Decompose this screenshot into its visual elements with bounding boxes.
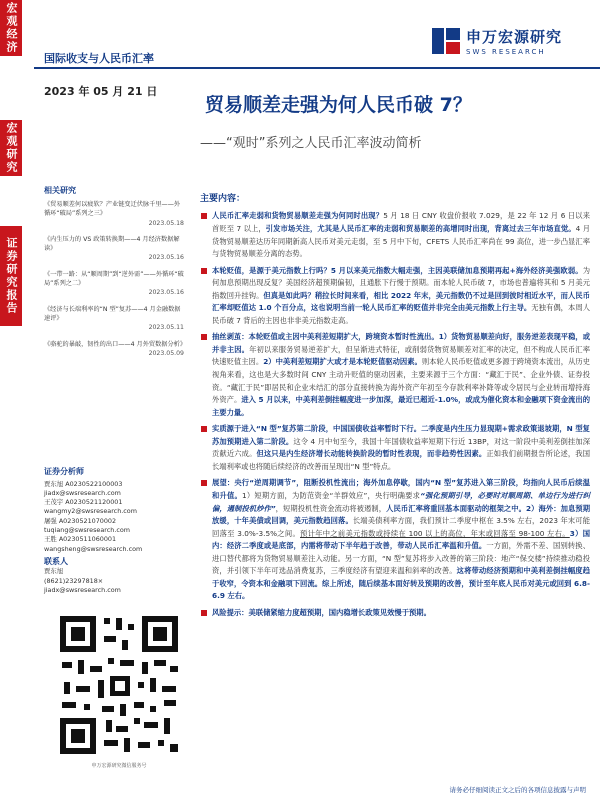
summary-paragraph: 展望：央行“逆周期调节”，阻断投机性流出；海外加息停歇，国内“N 型”复苏进入第三阶段，均指向人民币后续温和升值。1）短期方面，为防范资金“羊群效应”，央行明确要求“强化预期引导，必要时对顺周期、单边行为进行纠偏，遏制投机炒作”，短期投机性资金流动将被遏制，人民币汇率将重回基本面驱动的框架之中。2）海外：加息预期放缓，十年美债或回调，美元指数趋回落。长端美债利率方面，我们预计二季度中枢在 3.5% 左右，2023 年末可能回落至 3.0%-3.5%之间。预计年中之前美元指数或持续在 100 以上的高位，年末或回落至 98-100 左右。3）国内：经济二季度或是底部，内需将带动下半年趋于改善，带动人民币汇率温和升值。一方面，外需不差、国别转换、进口替代都将为货物贸易顺差注入动能。另一方面，“N 型”复苏将步入改善的第三阶段：地产“保交楼”持续推动稳投资，并引领下半年可选品消费复苏，三季度经济有望迎来温和斜率的改善。这将带动经济预期和中美利差倒挂幅度趋于收窄，令资本和金融项下回流。综上所述，随后续基本面好转及预期的改善，预计至年底人民币对美元或回到 6.8-6.9 左右。 xyxy=(200,477,590,602)
analyst-email[interactable]: wangmy2@swsresearch.com xyxy=(44,507,137,516)
summary-paragraph: 抽丝剥茧：本轮贬值或主因中美利差短期扩大，跨境资本暂时性流出。1）货物贸易顺差向好，服务逆差表现平稳，或并非主因。年初以来服务贸易逆差扩大，但呈渐进式特征，或削弱货物贸易顺差对汇率的决定，但不构成人民币汇率快速贬值主因。2）中美利差短期扩大或才是本轮贬值驱动因素。则本轮人民币贬值或更多源于跨境资本流出，从历史视角来看，这也是大多数时间 CNY 主动升贬值的驱动因素，主要来源于三个方面：“藏汇于民”、企业外债、证券投资。“藏汇于民”即居民和企业未结汇的部分直接转换为海外资产年初至今存款利率补降等或令居民与企业转而增持海外资产。进入 5 月以来，中美利差倒挂幅度进一步加深，最近已超近-1.0%，或成为催化资本和金融项下资金流出的主要力量。 xyxy=(200,331,590,419)
analyst-line: 王茂宇 A0230521120001 xyxy=(44,498,123,507)
report-category: 国际收支与人民币汇率 xyxy=(44,52,154,65)
qr-code-icon xyxy=(54,610,184,760)
analysts-block xyxy=(44,466,184,595)
related-item[interactable]: 《内生压力的 VS 政策转换期——4 月经济数据解读》 2023.05.16 xyxy=(44,235,184,262)
risk-warning: 风险提示：美联储紧缩力度超预期，国内稳增长政策见效慢于预期。 xyxy=(200,607,590,620)
analyst-line: 屠强 A0230521070002 xyxy=(44,516,117,525)
bullet-icon xyxy=(201,480,207,486)
related-item[interactable]: 《贸易顺差何以疲软？产业链变迁伏脉千里——外循环“破局”系列之三》 2023.05.18 xyxy=(44,201,184,227)
bullet-icon xyxy=(201,426,207,432)
company-logo xyxy=(432,26,562,56)
bullet-icon xyxy=(201,268,207,274)
report-title: 贸易顺差走强为何人民币破 7？ xyxy=(205,94,472,116)
logo-chinese-name: 申万宏源研究 xyxy=(466,28,563,46)
bullet-icon xyxy=(201,610,207,616)
analyst-email[interactable]: wangsheng@swsresearch.com xyxy=(44,544,143,553)
related-research-title: 相关研究 xyxy=(44,186,76,195)
banner-macro-research: 宏观研究 xyxy=(0,120,22,176)
logo-english-name: SWS RESEARCH xyxy=(466,48,546,56)
report-subtitle: ——“观时”系列之人民币汇率波动简析 xyxy=(200,136,422,151)
banner-macro-economy: 宏观经济 xyxy=(0,0,22,56)
analysts-title: 证券分析师 xyxy=(44,467,84,476)
header-divider xyxy=(34,67,600,69)
left-banner xyxy=(0,0,34,800)
contact-email[interactable]: jiadx@swsresearch.com xyxy=(44,586,121,594)
main-content-title: 主要内容： xyxy=(200,194,246,204)
bullet-icon xyxy=(201,334,207,340)
disclaimer-footer[interactable]: 请务必仔细阅读正文之后的各项信息披露与声明 xyxy=(449,786,586,794)
summary-paragraph: 人民币汇率走弱和货物贸易顺差走强为何同时出现？5 月 18 日 CNY 收盘价报收 7.029，是 22 年 12 月 6 日以来首贬至 7 以上，引发市场关注，尤其是人民币汇率的走弱和贸易顺差的高增同时出现，背离过去三年市场直觉。4 月货物贸易顺差达历年同期新高人民币对美元走弱，至 5 月中下旬，CFETS 人民币汇率尚在 99 高位，进一步凸显汇率与货物贸易顺差分离的态势。 xyxy=(200,210,590,260)
analyst-line: 王胜 A0230511060001 xyxy=(44,535,117,544)
analyst-line: 贾东旭 A0230522100003 xyxy=(44,479,123,488)
contact-phone: (8621)23297818× xyxy=(44,576,104,585)
analyst-email[interactable]: tuqiang@swsresearch.com xyxy=(44,526,131,534)
bullet-icon xyxy=(201,213,207,219)
related-research xyxy=(44,185,187,365)
contact-title: 联系人 xyxy=(44,556,68,566)
related-item[interactable]: 《一带一路：从“顺周期”到“逆外需”——外循环“破局”系列之二》 2023.05.16 xyxy=(44,270,184,297)
banner-securities-report: 证券研究报告 xyxy=(0,226,22,326)
analyst-email[interactable]: jiadx@swsresearch.com xyxy=(44,488,121,497)
related-item[interactable]: 《经济与长端利率的“N 型”复苏——4 月金融数据速评》 2023.05.11 xyxy=(44,305,184,332)
contact-name: 贾东旭 xyxy=(44,567,64,576)
related-item[interactable]: 《骆驼的暴敲，韧性的出口——4 月外贸数据分析》 2023.05.09 xyxy=(44,340,187,357)
qr-caption: 申万宏源研究微信服务号 xyxy=(91,763,147,769)
main-content xyxy=(200,192,590,623)
summary-paragraph: 实质源于进入“N 型”复苏第二阶段，中国国债收益率暂时下行。二季度是内生压力显现期+需求政策退坡期，N 型复苏加预期进入第二阶段。这令 4 月中旬至今，我国十年国债收益率短期下行近 13BP，对这一阶段中美利差倒挂加深贡献近六成。但这只是内生经济增长动能转换阶段的暂时性表现，而非趋势性因素。正如我们前期报告所论述，我国长端利率或也将随后续经济的改善而呈现出“N 型”特点。 xyxy=(200,423,590,473)
report-date: 2023 年 05 月 21 日 xyxy=(44,85,158,98)
summary-paragraph: 本轮贬值，是源于美元指数上行吗？5 月以来美元指数大幅走强，主因美联储加息预期再起+海外经济美强欧弱。为何加息预期出现反复？美国经济超预期偏韧，且通胀下行慢于预期。而本轮人民币破 7，市场也普遍将其和 5 月美元指数回升挂钩。但真是如此吗？稍拉长时间来看，相比 2022 年末，美元指数仍不过是回到彼时相近水平，而人民币汇率却贬值达 1.0 个百分点，这也说明当前一轮人民币汇率的贬值并非完全由美元指数上行主导。无独有偶，本周人民币破 7 背后的主因也非非美元指数走高。 xyxy=(200,265,590,328)
logo-mark-icon xyxy=(432,28,460,54)
